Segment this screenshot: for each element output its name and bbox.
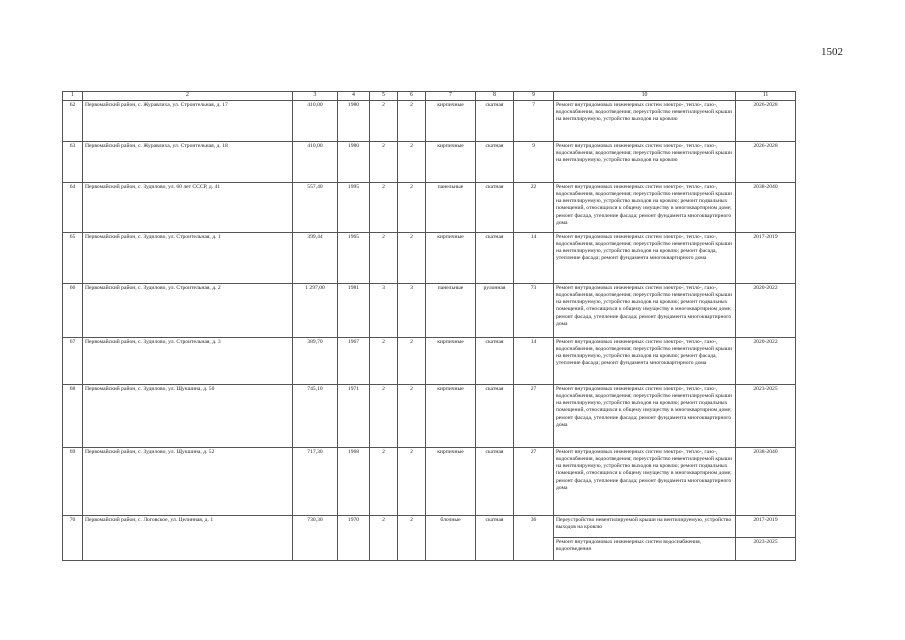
table-cell: 730,30 <box>293 515 338 560</box>
table-cell: 717,30 <box>293 447 338 515</box>
table-cell: 2020-2022 <box>736 337 796 384</box>
table-cell: Ремонт внутридомовых инженерных систем электро-, тепло-, газо-, водоснабжения, водоотведения; переустройство невентилируемой крыши на вентилируемую, устройство выходов на кровлю; ремонт подвальных помещений, относящихся к общему имуществу в многоквартирном доме; ремонт фасада, утепление фасада; ремонт фундамента многоквартирного дома <box>554 384 736 447</box>
housing-repair-table <box>62 91 796 561</box>
table-cell: 70 <box>63 515 83 560</box>
table-cell: панельные <box>426 182 476 232</box>
table-cell: 3 <box>370 283 398 337</box>
table-cell: 2023-2025 <box>736 537 796 560</box>
table-cell: 22 <box>514 182 554 232</box>
header-row <box>63 92 796 101</box>
table-cell: 3 <box>398 283 426 337</box>
table-cell: кирпичные <box>426 337 476 384</box>
table-row <box>63 337 796 384</box>
table-row <box>63 232 796 283</box>
table-cell: Первомайский район, с. Зудилово, ул. Строительная, д. 1 <box>83 232 293 283</box>
column-header: 7 <box>426 92 476 101</box>
table-cell: Ремонт внутридомовых инженерных систем электро-, тепло-, газо-, водоснабжения, водоотведения; переустройство невентилируемой крыши на вентилируемую, устройство выходов на кровлю; ремонт фасада, утепление фасада; ремонт фундамента многоквартирного дома <box>554 232 736 283</box>
table-cell: 66 <box>63 283 83 337</box>
column-header: 4 <box>338 92 370 101</box>
table-row <box>63 100 796 141</box>
table-row <box>63 283 796 337</box>
table-row <box>63 182 796 232</box>
column-header: 6 <box>398 92 426 101</box>
table-cell: 1980 <box>338 100 370 141</box>
table-cell: скатная <box>476 384 514 447</box>
table-cell: Ремонт внутридомовых инженерных систем электро-, тепло-, газо-, водоснабжения, водоотведения; переустройство невентилируемой крыши на вентилируемую, устройство выходов на кровлю; ремонт фасада, утепление фасада; ремонт фундамента многоквартирного дома <box>554 337 736 384</box>
column-header: 2 <box>83 92 293 101</box>
table-cell: 1965 <box>338 232 370 283</box>
table-cell: скатная <box>476 182 514 232</box>
table-cell: 14 <box>514 337 554 384</box>
table-cell: 1995 <box>338 182 370 232</box>
table-cell: кирпичные <box>426 141 476 182</box>
table-row <box>63 384 796 447</box>
table-cell: Ремонт внутридомовых инженерных систем электро-, тепло-, газо-, водоснабжения, водоотведения; переустройство невентилируемой крыши на вентилируемую, устройство выходов на кровлю; ремонт подвальных помещений, относящихся к общему имуществу в многоквартирном доме; ремонт фасада, утепление фасада; ремонт фундамента многоквартирного дома <box>554 182 736 232</box>
table-cell: Первомайский район, с. Журавлиха, ул. Строительная, д. 18 <box>83 141 293 182</box>
table-cell: 2 <box>370 232 398 283</box>
table-cell: 2 <box>398 447 426 515</box>
table-cell: 2038-2040 <box>736 447 796 515</box>
table-cell: 2 <box>370 141 398 182</box>
table-cell: рулонная <box>476 283 514 337</box>
table-cell: скатная <box>476 232 514 283</box>
column-header: 8 <box>476 92 514 101</box>
table-cell: 557,40 <box>293 182 338 232</box>
table-cell: 27 <box>514 384 554 447</box>
table-cell: 63 <box>63 141 83 182</box>
table-cell: 2 <box>398 384 426 447</box>
table-cell: Первомайский район, с. Зудилово, ул. Строительная, д. 3 <box>83 337 293 384</box>
table-cell: 1980 <box>338 141 370 182</box>
table-cell: 62 <box>63 100 83 141</box>
column-header: 10 <box>554 92 736 101</box>
table-cell: 2 <box>398 100 426 141</box>
table-cell: 410,00 <box>293 100 338 141</box>
table-cell: 389,70 <box>293 337 338 384</box>
table-cell: 2026-2028 <box>736 100 796 141</box>
table-cell: Ремонт внутридомовых инженерных систем электро-, тепло-, газо-, водоснабжения, водоотведения; переустройство невентилируемой крыши на вентилируемую, устройство выходов на кровлю; ремонт подвальных помещений, относящихся к общему имуществу в многоквартирном доме; ремонт фасада, утепление фасада; ремонт фундамента многоквартирного дома <box>554 283 736 337</box>
table-cell: 2038-2040 <box>736 182 796 232</box>
table-cell: кирпичные <box>426 100 476 141</box>
column-header: 9 <box>514 92 554 101</box>
table-cell: кирпичные <box>426 232 476 283</box>
table-cell: Первомайский район, с. Зудилово, ул. Щукшина, д. 52 <box>83 447 293 515</box>
table-cell: 65 <box>63 232 83 283</box>
table-cell: 1968 <box>338 447 370 515</box>
table-cell: 2017-2019 <box>736 232 796 283</box>
table-cell: скатная <box>476 515 514 560</box>
table-cell: 2017-2019 <box>736 515 796 537</box>
table-cell: 2 <box>370 515 398 560</box>
table-cell: 68 <box>63 384 83 447</box>
column-header: 1 <box>63 92 83 101</box>
table-cell: 27 <box>514 447 554 515</box>
table-cell: Ремонт внутридомовых инженерных систем водоснабжения, водоотведения <box>554 537 736 560</box>
table-cell: 2 <box>398 515 426 560</box>
table-cell: 69 <box>63 447 83 515</box>
column-header: 5 <box>370 92 398 101</box>
table-cell: 1970 <box>338 515 370 560</box>
table-cell: Ремонт внутридомовых инженерных систем электро-, тепло-, газо-, водоснабжения, водоотведения; переустройство невентилируемой крыши на вентилируемую, устройство выходов на кровлю <box>554 141 736 182</box>
table-cell: 7 <box>514 100 554 141</box>
table-cell: 399,44 <box>293 232 338 283</box>
table-cell: 73 <box>514 283 554 337</box>
table-cell: Ремонт внутридомовых инженерных систем электро-, тепло-, газо-, водоснабжения, водоотведения; переустройство невентилируемой крыши на вентилируемую, устройство выходов на кровлю <box>554 100 736 141</box>
table-cell: 14 <box>514 232 554 283</box>
table-cell: 1981 <box>338 283 370 337</box>
column-header: 3 <box>293 92 338 101</box>
table-cell: 2020-2022 <box>736 283 796 337</box>
table-cell: 9 <box>514 141 554 182</box>
table-cell: Переустройство невентилируемой крыши на вентилируемую, устройство выходов на кровлю <box>554 515 736 537</box>
table-cell: 1 297,00 <box>293 283 338 337</box>
table-cell: 2 <box>398 337 426 384</box>
table-cell: 2 <box>370 337 398 384</box>
table-cell: 36 <box>514 515 554 560</box>
table-cell: 2 <box>370 384 398 447</box>
table-cell: Первомайский район, с. Логовское, ул. Целинная, д. 1 <box>83 515 293 560</box>
table-cell: скатная <box>476 447 514 515</box>
table-cell: 1967 <box>338 337 370 384</box>
table-cell: скатная <box>476 337 514 384</box>
table-cell: кирпичные <box>426 384 476 447</box>
table-cell: скатная <box>476 141 514 182</box>
table-cell: Первомайский район, с. Зудилово, ул. Строительная, д. 2 <box>83 283 293 337</box>
table-cell: Первомайский район, с. Журавлиха, ул. Строительная, д. 17 <box>83 100 293 141</box>
table-cell: скатная <box>476 100 514 141</box>
column-header: 11 <box>736 92 796 101</box>
table-cell: панельные <box>426 283 476 337</box>
table-cell: 1971 <box>338 384 370 447</box>
table-cell: 745,10 <box>293 384 338 447</box>
table-cell: 2 <box>370 182 398 232</box>
table-row <box>63 447 796 515</box>
table-cell: Первомайский район, с. Зудилово, ул. Щукшина, д. 50 <box>83 384 293 447</box>
table-cell: 2 <box>370 447 398 515</box>
table-row <box>63 141 796 182</box>
table-cell: 2023-2025 <box>736 384 796 447</box>
table-cell: 2 <box>398 232 426 283</box>
table-cell: блочные <box>426 515 476 560</box>
table-cell: 67 <box>63 337 83 384</box>
table-cell: 2 <box>370 100 398 141</box>
table-cell: кирпичные <box>426 447 476 515</box>
table-cell: 2 <box>398 182 426 232</box>
table-cell: 2 <box>398 141 426 182</box>
table-cell: 410,00 <box>293 141 338 182</box>
page-number: 1502 <box>821 46 843 58</box>
table-cell: 64 <box>63 182 83 232</box>
table-row <box>63 515 796 537</box>
table-cell: Первомайский район, с. Зудилово, ул. 60 лет СССР, д. 41 <box>83 182 293 232</box>
table-cell: Ремонт внутридомовых инженерных систем электро-, тепло-, газо-, водоснабжения, водоотведения; переустройство невентилируемой крыши на вентилируемую, устройство выходов на кровлю; ремонт подвальных помещений, относящихся к общему имуществу в многоквартирном доме; ремонт фасада, утепление фасада; ремонт фундамента многоквартирного дома <box>554 447 736 515</box>
table-cell: 2026-2028 <box>736 141 796 182</box>
